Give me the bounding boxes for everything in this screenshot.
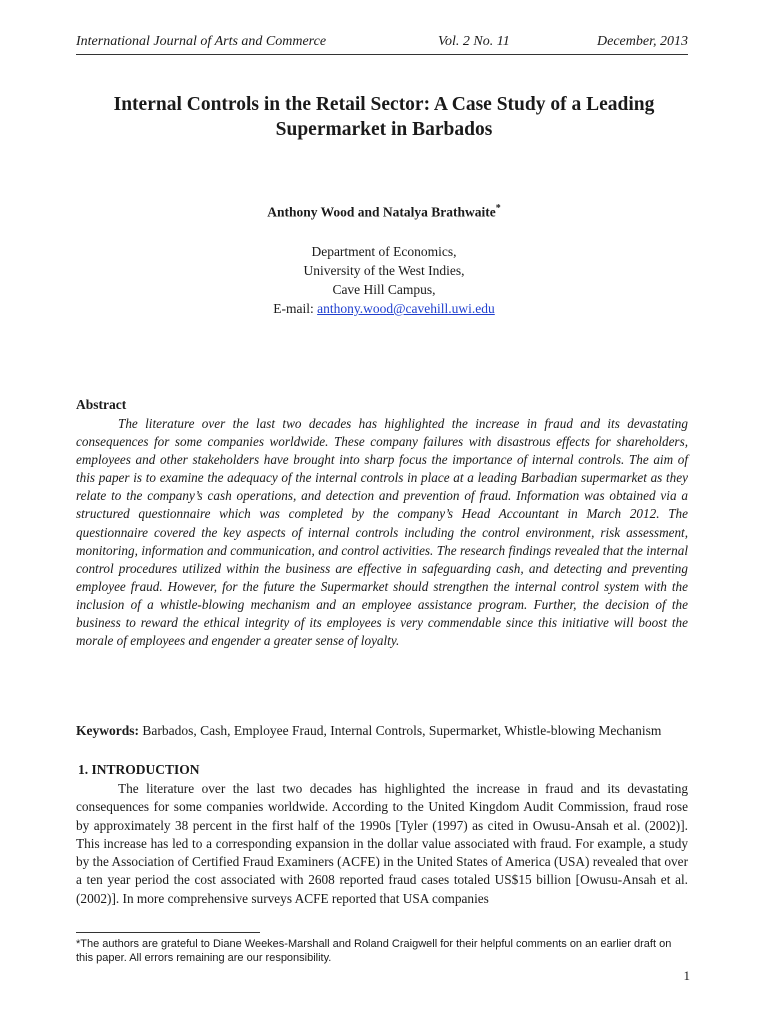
introduction-heading: 1. INTRODUCTION [78, 762, 200, 777]
affiliation-department: Department of Economics, [311, 244, 457, 259]
keywords [76, 723, 688, 739]
journal-name: International Journal of Arts and Commerce [76, 34, 327, 49]
running-header [76, 34, 688, 55]
affiliation [60, 242, 708, 318]
abstract-heading: Abstract [76, 397, 127, 412]
paper-title [60, 92, 708, 142]
keywords-label: Keywords: [76, 723, 139, 738]
author-names: Anthony Wood and Natalya Brathwaite [267, 204, 496, 220]
footnote: *The authors are grateful to Diane Weekes-Marshall and Roland Craigwell for their helpful comments on an earlier draft on this paper. All errors remaining are our responsibility. [76, 938, 672, 964]
affiliation-university: University of the West Indies, [303, 263, 465, 278]
title-line-2: Supermarket in Barbados [275, 119, 493, 140]
email-label: E-mail: [273, 301, 318, 316]
introduction-text: The literature over the last two decades has highlighted the increase in fraud and its devastating consequences for some companies worldwide. According to the United Kingdom Audit Commission, fraud rose by approximately 38 percent in the first half of the 1990s [Tyler (1997) as cited in Owusu-Ansah et al. (2002)]. This increase has led to a corresponding expansion in the dollar value associated with fraud. For example, a study by the Association of Certified Fraud Examiners (ACFE) in the United States of America (USA) revealed that over a ten year period the cost associated with 2608 reported fraud cases totaled US$15 billion [Owusu-Ansah et al. (2002)]. In more comprehensive surveys ACFE reported that USA companies [76, 781, 688, 906]
email-link[interactable]: anthony.wood@cavehill.uwi.edu [317, 301, 495, 316]
footnote-divider [76, 932, 260, 933]
author-footnote-marker: * [495, 203, 501, 214]
affiliation-email-line [60, 299, 708, 318]
author-list [60, 203, 708, 221]
keywords-list: Barbados, Cash, Employee Fraud, Internal Controls, Supermarket, Whistle-blowing Mechanism [139, 723, 662, 738]
title-line-1: Internal Controls in the Retail Sector: A Case Study of a Leading [113, 94, 655, 115]
page-number: 1 [683, 968, 690, 983]
issue-date: December, 2013 [597, 34, 688, 49]
volume-number: Vol. 2 No. 11 [438, 34, 510, 49]
abstract-text: The literature over the last two decades has highlighted the increase in fraud and its devastating consequences for some companies worldwide. These company failures with disastrous effects for shareholders, employees and other stakeholders have brought into sharp focus the importance of internal controls. The aim of this paper is to examine the adequacy of the internal controls in place at a leading Barbadian supermarket as they relate to the company’s cash operations, and detection and prevention of fraud. Information was obtained via a structured questionnaire which was completed by the company’s Head Accountant in March 2012. The questionnaire covered the key aspects of internal controls including the control environment, risk assessment, monitoring, information and communication, and control activities. The research findings revealed that the internal control procedures utilized within the business are effective in safeguarding cash, and detecting and preventing employee fraud. However, for the future the Supermarket should strengthen the internal control system with the inclusion of a whistle-blowing mechanism and an employee assistance program. Further, the decision of the business to reward the ethical integrity of its employees is very commendable since this initiative will boost the morale of employees and engender a greater sense of loyalty. [76, 416, 688, 649]
affiliation-campus: Cave Hill Campus, [332, 282, 436, 297]
